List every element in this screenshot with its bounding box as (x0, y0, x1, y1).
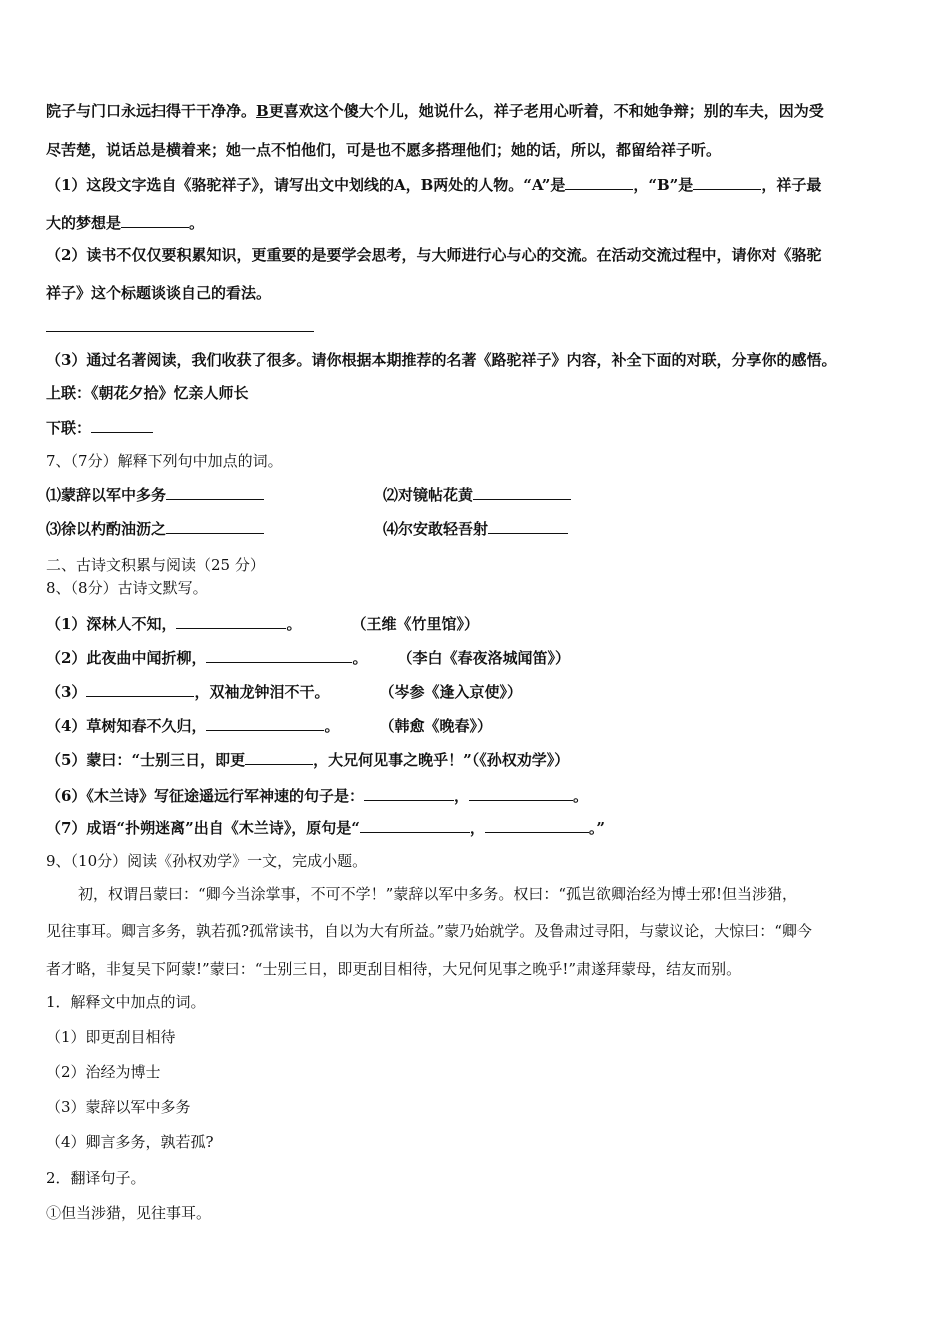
q6-part1-text: 大的梦想是 (46, 214, 122, 232)
couplet-lower-label: 下联： (46, 419, 92, 437)
couplet-upper: 上联：《朝花夕拾》忆亲人师长 (46, 384, 249, 402)
answer-blank[interactable] (176, 613, 286, 629)
answer-blank[interactable] (245, 749, 313, 765)
q6-part2-line2: 祥子》这个标题谈谈自己的看法。 (46, 284, 272, 302)
q8-item-7 (46, 817, 605, 838)
passage-text: 院子与门口永远扫得干干净净。 (46, 102, 257, 120)
q7-item-3 (46, 518, 264, 539)
answer-blank[interactable] (473, 484, 571, 500)
q6-part3-line1: （3）通过名著阅读，我们收获了很多。请你根据本期推荐的名著《路驼祥子》内容，补全下面的对联，分享你的感悟。 (46, 351, 837, 369)
q9-sub1-item-3: （3）蒙辞以军中多务 (46, 1098, 191, 1116)
answer-blank[interactable] (91, 417, 153, 433)
q9-sub1-item-1: （1）即更刮目相待 (46, 1028, 176, 1046)
q8-source: （王维《竹里馆》） (351, 615, 479, 633)
answer-blank[interactable] (121, 212, 189, 228)
answer-blank[interactable] (693, 174, 761, 190)
passage-text: 更喜欢这个傻大个儿，她说什么，祥子老用心听着，不和她争辩；别的车夫，因为受 (268, 102, 824, 120)
q8-text: （2）此夜曲中闻折柳， (46, 649, 207, 667)
q9-sub1-item-2: （2）治经为博士 (46, 1063, 161, 1081)
section-2-heading: 二、古诗文积累与阅读（25 分） (46, 556, 265, 574)
q8-text: 。 (572, 787, 588, 805)
q8-title (46, 578, 208, 598)
answer-blank[interactable] (488, 518, 568, 534)
q8-source: （韩愈《晚春》） (379, 717, 492, 735)
q8-text: 。 (286, 615, 302, 633)
q8-item-4 (46, 715, 492, 736)
q8-text: （5）蒙曰：“士别三日，即更 (46, 751, 246, 769)
q9-sub2-title: 2．翻译句子。 (46, 1169, 146, 1187)
q8-text: 。 (352, 649, 368, 667)
q8-item-6 (46, 785, 588, 806)
answer-blank[interactable] (86, 681, 194, 697)
answer-blank[interactable] (206, 715, 324, 731)
q8-item-3 (46, 681, 522, 702)
q7-item-text: ⑵对镜帖花黄 (383, 486, 474, 504)
answer-blank[interactable] (485, 817, 589, 833)
q9-sub2-item-1: ①但当涉猎，见往事耳。 (46, 1204, 212, 1222)
q7-item-text: ⑷尔安敢轻吾射 (383, 520, 489, 538)
q6-part1-text: 。 (189, 214, 205, 232)
q8-text: （7）成语“扑朔迷离”出自《木兰诗》，原句是“ (46, 819, 360, 837)
q8-text: ， (453, 787, 469, 805)
q8-text: ，大兄何见事之晚乎！”（《孙权劝学》） (313, 751, 570, 769)
q8-title-text: 8、（8分）古诗文默写。 (46, 579, 208, 597)
q8-item-1 (46, 613, 479, 634)
answer-blank[interactable] (166, 518, 264, 534)
q9-sub1-item-4: （4）卿言多务，孰若孤? (46, 1133, 214, 1151)
q9-sub1-title: 1．解释文中加点的词。 (46, 993, 206, 1011)
q7-item-2 (383, 484, 571, 505)
q8-source: （李白《春夜洛城闻笛》） (397, 649, 570, 667)
answer-blank[interactable] (364, 785, 454, 801)
q8-item-5 (46, 749, 569, 770)
q9-title: 9、（10分）阅读《孙权劝学》一文，完成小题。 (46, 852, 368, 870)
q8-text: （6）《木兰诗》写征途遥远行军神速的句子是： (46, 787, 364, 805)
q9-text-line-2: 见往事耳。卿言多务，孰若孤?孤常读书，自以为大有所益。”蒙乃始就学。及鲁肃过寻阳，与蒙议论，大惊曰：“卿今 (46, 922, 812, 940)
q9-text-line-1: 初，权谓吕蒙曰：“卿今当涂掌事，不可不学！”蒙辞以军中多务。权曰：“孤岂欲卿治经为博士邪!但当涉猎， (78, 885, 798, 903)
q6-part1-line1 (46, 174, 821, 195)
q6-part1-text: ，祥子最 (761, 176, 822, 194)
q8-text: 。” (588, 819, 605, 837)
answer-blank[interactable] (469, 785, 573, 801)
q9-text-line-3: 者才略，非复吴下阿蒙!”蒙曰：“士别三日，即更刮目相待，大兄何见事之晚乎!”肃遂拜蒙母，结友而别。 (46, 960, 742, 978)
passage-line-1 (46, 101, 824, 121)
q8-text: ， (469, 819, 485, 837)
q8-text: （4）草树知春不久归， (46, 717, 207, 735)
answer-line[interactable] (46, 331, 314, 332)
q8-text: ，双袖龙钟泪不干。 (194, 683, 330, 701)
underline-marker-b: B (256, 102, 269, 120)
couplet-lower (46, 417, 153, 438)
answer-blank[interactable] (166, 484, 264, 500)
q8-text: 。 (324, 717, 340, 735)
answer-blank[interactable] (565, 174, 633, 190)
q6-part1-text: （1）这段文字选自《骆驼祥子》，请写出文中划线的A，B两处的人物。“A”是 (46, 176, 566, 194)
answer-blank[interactable] (360, 817, 470, 833)
q6-part1-line2 (46, 212, 204, 233)
q7-item-4 (383, 518, 568, 539)
q6-part2-line1: （2）读书不仅仅要积累知识，更重要的是要学会思考，与大师进行心与心的交流。在活动交流过程中，请你对《骆驼 (46, 246, 822, 264)
answer-blank[interactable] (206, 647, 352, 663)
q7-item-1 (46, 484, 264, 505)
q8-source: （岑参《逢入京使》） (379, 683, 522, 701)
q8-text: （1）深林人不知， (46, 615, 177, 633)
q7-item-text: ⑴蒙辞以军中多务 (46, 486, 167, 504)
q8-item-2 (46, 647, 570, 668)
q7-item-text: ⑶徐以杓酌油沥之 (46, 520, 167, 538)
q7-title: 7、（7分）解释下列句中加点的词。 (46, 452, 283, 470)
q6-part1-text: ，“B”是 (633, 176, 694, 194)
passage-line-2: 尽苦楚，说话总是横着来；她一点不怕他们，可是也不愿多搭理他们；她的话，所以，都留给祥子听。 (46, 141, 722, 159)
q8-text: （3） (46, 683, 87, 701)
